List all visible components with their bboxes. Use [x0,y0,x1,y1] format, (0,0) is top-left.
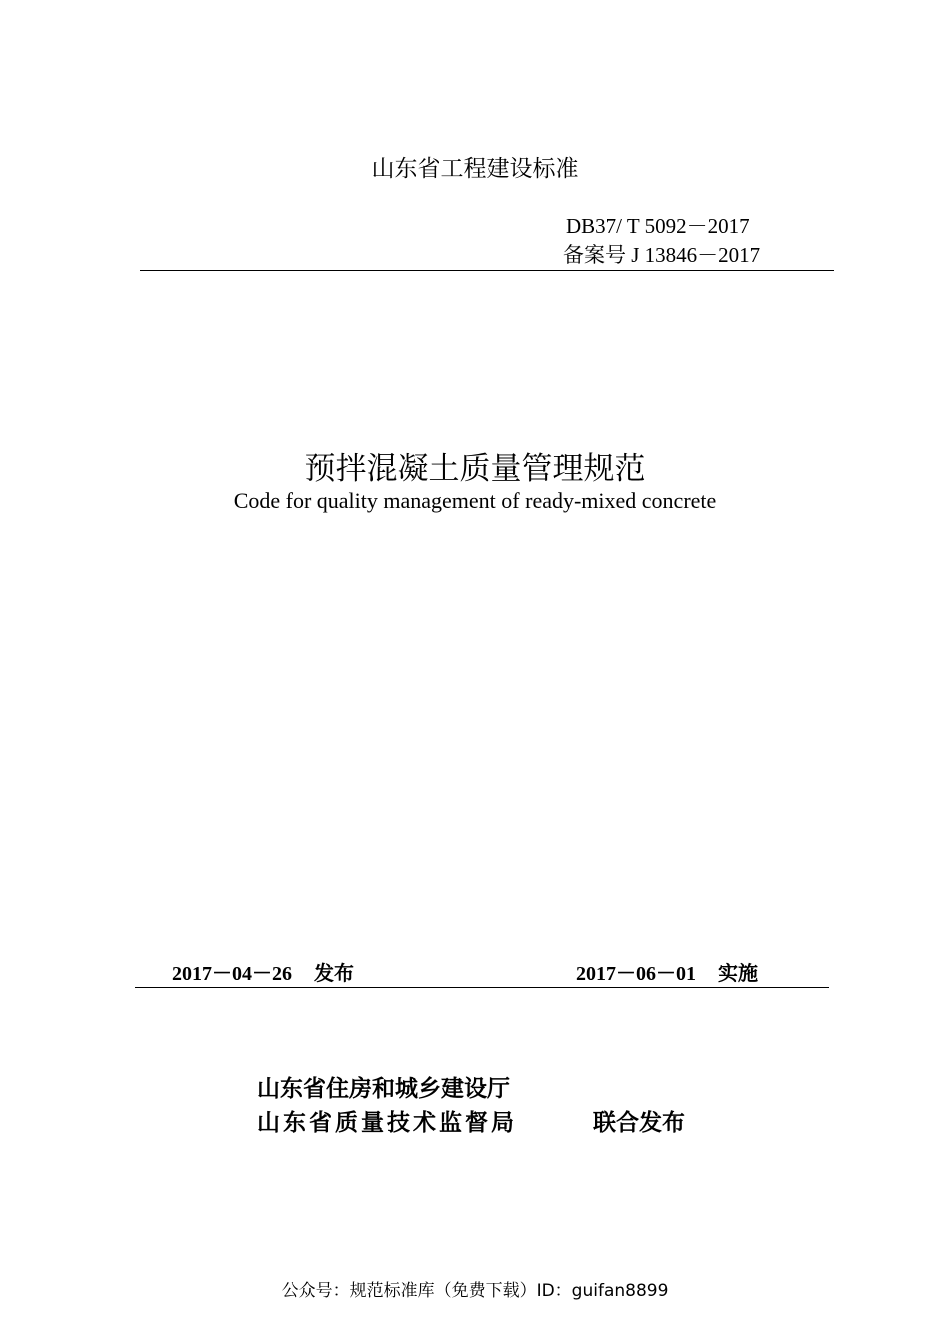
document-title-english: Code for quality management of ready-mixed concrete [233,488,717,513]
implementation-date-block [576,957,758,986]
publisher-quality-bureau: 山东省质量技术监督局 [257,1110,517,1136]
standard-code: DB37/ T 5092－2017 [566,214,750,238]
top-divider [140,270,834,271]
record-number: 备案号 J 13846－2017 [563,243,761,267]
implementation-label: 实施 [718,961,758,985]
issue-date: 2017－04－26 [172,963,292,985]
issue-label: 发布 [314,961,354,985]
joint-publish-label: 联合发布 [593,1110,685,1136]
footer-note: 公众号：规范标准库（免费下载）ID：guifan8899 [281,1281,669,1301]
document-title-chinese: 预拌混凝土质量管理规范 [304,451,646,487]
implementation-date: 2017－06－01 [576,963,696,985]
publisher-housing-department: 山东省住房和城乡建设厅 [257,1076,510,1102]
series-title: 山东省工程建设标准 [371,156,579,182]
issue-date-block [172,957,354,986]
bottom-divider [135,987,829,988]
